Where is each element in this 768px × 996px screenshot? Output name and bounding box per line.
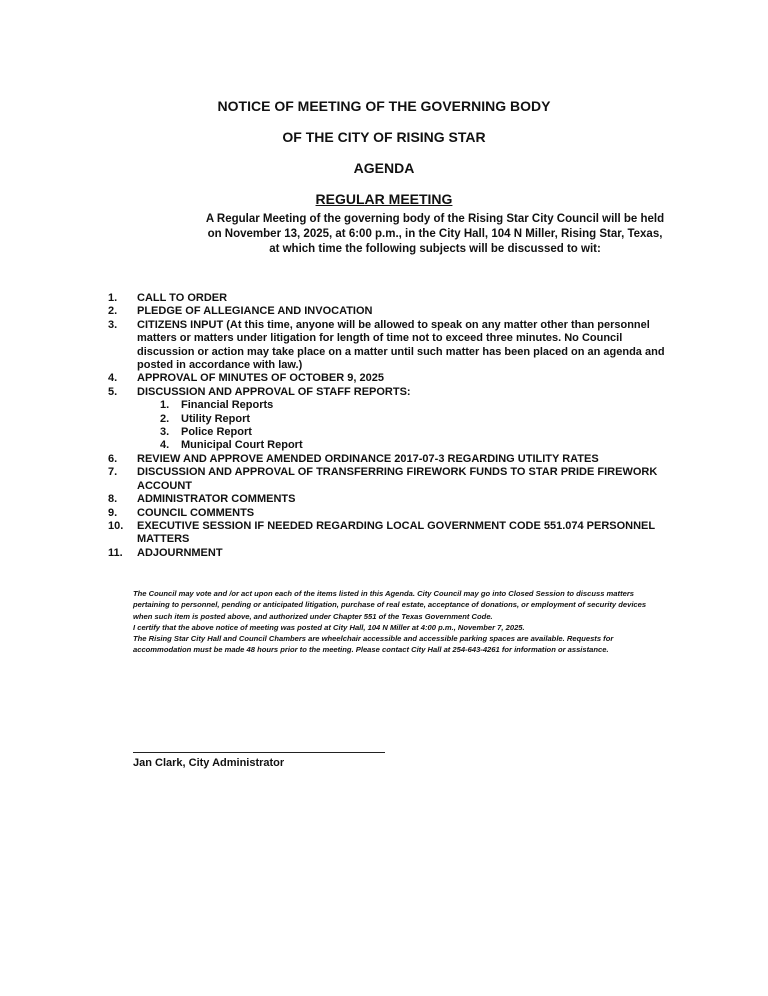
title-regular-meeting: REGULAR MEETING: [315, 191, 453, 207]
sub-item: [108, 413, 668, 426]
title-agenda: AGENDA: [353, 160, 415, 176]
agenda-item: [108, 453, 668, 466]
item-number: 3.: [160, 426, 170, 439]
item-number: 2.: [108, 305, 118, 318]
note-certification: I certify that the above notice of meeting was posted at City Hall, 104 N Miller at 4:00 p.m., November 7, 2025.: [133, 622, 525, 632]
item-text: ADMINISTRATOR COMMENTS: [137, 493, 296, 506]
agenda-item: [108, 547, 668, 560]
note-closed-session: The Council may vote and /or act upon each of the items listed in this Agenda. City Council may go into Closed Session to discuss matters pertaining to personnel, pending or anticipated litigation, purchase of real estate, acceptance of donations, or employment of security devices when such item is posted above, and authorized under Chapter 551 of the Texas Government Code.: [133, 589, 647, 621]
item-text: Utility Report: [181, 412, 251, 425]
sub-item: [108, 399, 668, 412]
signature-name: Jan Clark, City Administrator: [133, 757, 285, 769]
intro-paragraph: A Regular Meeting of the governing body of the Rising Star City Council will be held on November 13, 2025, at 6:00 p.m., in the City Hall, 104 N Miller, Rising Star, Texas, at which time the following subjects will be discussed to wit:: [205, 213, 665, 255]
signature-line: [133, 752, 385, 753]
title-line-1: NOTICE OF MEETING OF THE GOVERNING BODY: [217, 98, 551, 114]
sub-item: [108, 439, 668, 452]
note-accessibility: The Rising Star City Hall and Council Chambers are wheelchair accessible and accessible parking spaces are available. Requests for accommodation must be made 48 hours prior to the meeting. Please contact City Hall at 254-643-4261 for information or assistance.: [133, 634, 614, 655]
agenda-item: [108, 319, 668, 373]
item-number: 7.: [108, 466, 118, 479]
item-number: 5.: [108, 385, 118, 398]
notes: [133, 588, 653, 656]
item-number: 1.: [108, 292, 118, 304]
item-number: 2.: [160, 412, 170, 425]
agenda-item: [108, 292, 668, 305]
item-number: 11.: [108, 546, 123, 559]
agenda-item: [108, 305, 668, 318]
item-text: APPROVAL OF MINUTES OF OCTOBER 9, 2025: [137, 372, 384, 385]
agenda-item: [108, 372, 668, 385]
item-text: COUNCIL COMMENTS: [137, 506, 255, 519]
item-number: 6.: [108, 452, 118, 465]
agenda-item: [108, 386, 668, 399]
agenda-item: [108, 507, 668, 520]
item-text: EXECUTIVE SESSION IF NEEDED REGARDING LOCAL GOVERNMENT CODE 551.074 PERSONNEL MATTERS: [137, 519, 655, 546]
agenda-list: [108, 292, 668, 560]
agenda-item: [108, 520, 668, 547]
item-text: DISCUSSION AND APPROVAL OF STAFF REPORTS:: [137, 385, 411, 398]
item-text: Police Report: [181, 426, 252, 439]
agenda-item: [108, 493, 668, 506]
item-number: 8.: [108, 493, 118, 506]
item-number: 10.: [108, 519, 124, 532]
item-text: DISCUSSION AND APPROVAL OF TRANSFERRING FIREWORK FUNDS TO STAR PRIDE FIREWORK ACCOUNT: [137, 466, 658, 492]
item-text: Financial Reports: [181, 399, 274, 412]
item-text: REVIEW AND APPROVE AMENDED ORDINANCE 2017-07-3 REGARDING UTILITY RATES: [137, 452, 599, 465]
title-line-2: OF THE CITY OF RISING STAR: [282, 129, 486, 145]
item-text: CITIZENS INPUT (At this time, anyone will be allowed to speak on any matter other than personnel matters or matters under litigation for length of time not to exceed three minutes. No Council discussion or action may take place on a matter until such matter has been placed on an agenda and posted in accordance with law.): [137, 318, 665, 372]
item-number: 4.: [160, 439, 170, 452]
item-text: Municipal Court Report: [181, 439, 303, 452]
item-number: 4.: [108, 372, 118, 385]
agenda-item: [108, 466, 668, 493]
item-number: 9.: [108, 506, 118, 519]
item-number: 1.: [160, 399, 170, 412]
item-text: PLEDGE OF ALLEGIANCE AND INVOCATION: [137, 305, 373, 318]
item-text: CALL TO ORDER: [137, 292, 228, 304]
sub-item: [108, 426, 668, 439]
item-number: 3.: [108, 318, 118, 331]
item-text: ADJOURNMENT: [137, 546, 223, 559]
